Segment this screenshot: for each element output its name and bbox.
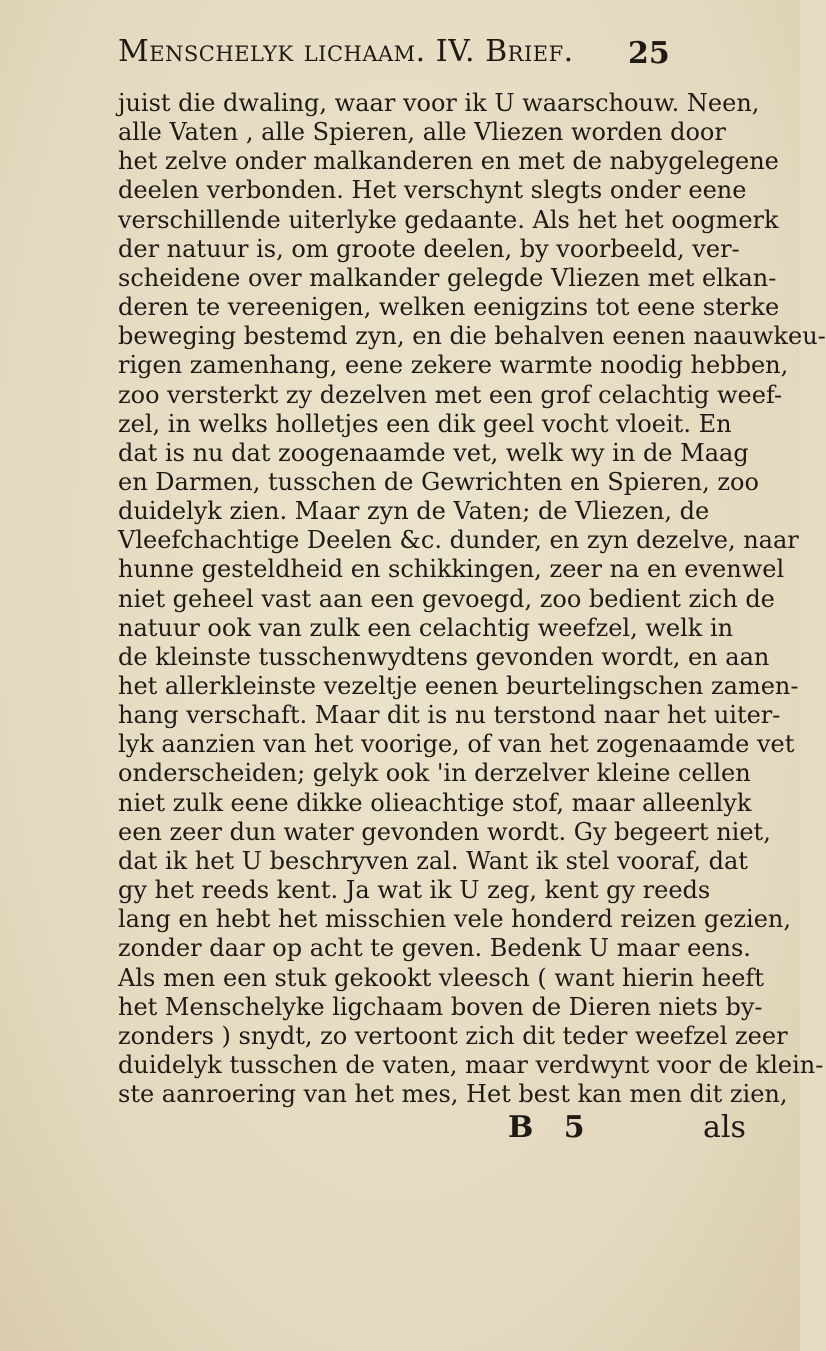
text-line-10: rigen zamenhang, eene zekere warmte noodig hebben, [118, 351, 789, 380]
text-line-17: hunne gesteldheid en schikkingen, zeer na en evenwel [118, 555, 785, 584]
text-line-22: hang verschaft. Maar dit is nu terstond naar het uiter- [118, 701, 781, 730]
text-line-1: juist die dwaling, waar voor ik U waarschouw. Neen, [118, 89, 760, 117]
text-line-26: een zeer dun water gevonden wordt. Gy begeert niet, [118, 817, 771, 846]
text-line-9: beweging bestemd zyn, en die behalven eenen naauwkeu- [118, 322, 826, 351]
text-line-31: Als men een stuk gekookt vleesch ( want hierin heeft [118, 963, 764, 992]
text-line-20: de kleinste tusschenwydtens gevonden wordt, en aan [118, 642, 770, 671]
text-line-13: dat is nu dat zoogenaamde vet, welk wy in de Maag [118, 438, 749, 467]
text-line-18: niet geheel vast aan een gevoegd, zoo bedient zich de [118, 584, 775, 613]
text-line-34: duidelyk tusschen de vaten, maar verdwynt voor de klein- [118, 1050, 824, 1079]
text-line-24: onderscheiden; gelyk ook 'in derzelver kleine cellen [118, 759, 751, 788]
text-line-21: het allerkleinste vezeltje eenen beurtelingschen zamen- [118, 672, 799, 700]
page-footer [0, 1110, 800, 1160]
text-line-27: dat ik het U beschryven zal. Want ik stel vooraf, dat [118, 846, 748, 875]
text-line-2: alle Vaten , alle Spieren, alle Vliezen worden door [118, 118, 726, 147]
text-line-11: zoo versterkt zy dezelven met een grof celachtig weef- [118, 380, 783, 409]
catchword: als [703, 1110, 746, 1145]
text-line-16: Vleefchachtige Deelen &c. dunder, en zyn dezelve, naar [118, 526, 799, 555]
signature-mark: B 5 [508, 1110, 595, 1145]
text-line-3: het zelve onder malkanderen en met de nabygelegene [118, 147, 779, 176]
text-line-33: zonders ) snydt, zo vertoont zich dit teder weefzel zeer [118, 1021, 788, 1050]
page-number: 25 [628, 36, 670, 71]
text-line-7: scheidene over malkander gelegde Vliezen met elkan- [118, 263, 777, 292]
text-line-15: duidelyk zien. Maar zyn de Vaten; de Vliezen, de [118, 497, 710, 526]
text-line-6: der natuur is, om groote deelen, by voorbeeld, ver- [118, 234, 740, 263]
text-line-25: niet zulk eene dikke olieachtige stof, maar alleenlyk [118, 788, 752, 817]
text-line-35: ste aanroering van het mes, Het best kan men dit zien, [118, 1080, 788, 1109]
text-line-30: zonder daar op acht te geven. Bedenk U maar eens. [118, 934, 751, 963]
text-line-12: zel, in welks holletjes een dik geel vocht vloeit. En [118, 409, 732, 438]
text-line-8: deren te vereenigen, welken eenigzins tot eene sterke [118, 293, 780, 322]
text-line-4: deelen verbonden. Het verschynt slegts onder eene [118, 176, 747, 205]
running-header: Menschelyk lichaam. IV. Brief. [118, 34, 574, 69]
text-line-23: lyk aanzien van het voorige, of van het zogenaamde vet [118, 730, 795, 759]
text-line-32: het Menschelyke ligchaam boven de Dieren niets by- [118, 992, 763, 1021]
text-line-5: verschillende uiterlyke gedaante. Als het het oogmerk [118, 205, 779, 234]
text-line-14: en Darmen, tusschen de Gewrichten en Spieren, zoo [118, 467, 759, 496]
text-line-29: lang en hebt het misschien vele honderd reizen gezien, [118, 905, 792, 934]
text-line-19: natuur ook van zulk een celachtig weefzel, welk in [118, 613, 734, 642]
text-line-28: gy het reeds kent. Ja wat ik U zeg, kent gy reeds [118, 876, 711, 905]
